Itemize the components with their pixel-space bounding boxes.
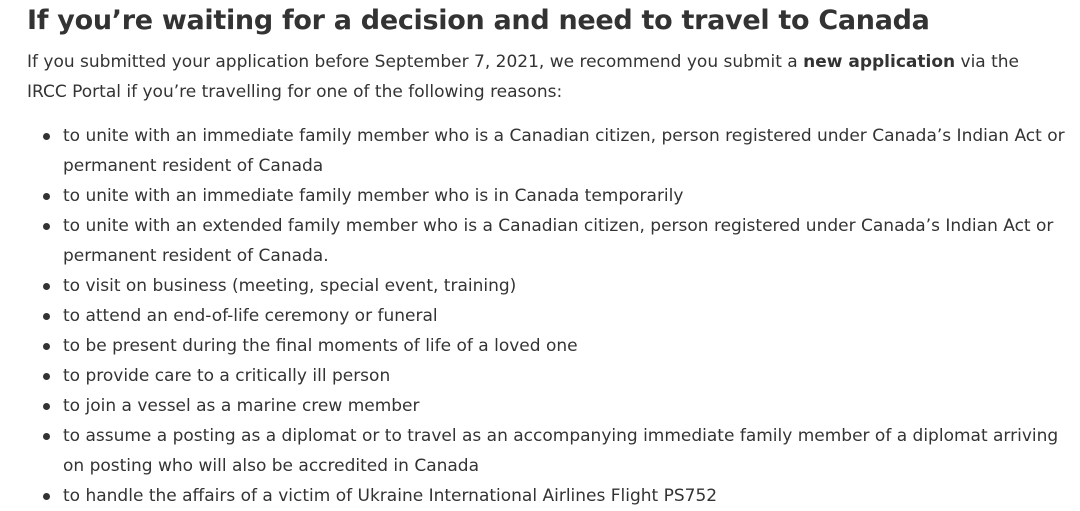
travel-reasons-list	[27, 121, 1072, 511]
bullet-icon	[43, 283, 50, 290]
list-item-text: to provide care to a critically ill person	[63, 366, 391, 386]
list-item	[27, 211, 1072, 271]
list-item-text: to assume a posting as a diplomat or to travel as an accompanying immediate family member of a diplomat arriving on posting who will also be accredited in Canada	[63, 426, 1059, 476]
list-item	[27, 421, 1072, 481]
list-item-text: to handle the affairs of a victim of Ukraine International Airlines Flight PS752	[63, 486, 718, 506]
list-item	[27, 121, 1072, 181]
bullet-icon	[43, 133, 50, 140]
list-item	[27, 271, 1072, 301]
intro-text-start: If you submitted your application before September 7, 2021, we recommend you submit a	[27, 52, 804, 72]
list-item	[27, 361, 1072, 391]
list-item-text: to join a vessel as a marine crew member	[63, 396, 420, 416]
bullet-icon	[43, 343, 50, 350]
list-item	[27, 331, 1072, 361]
section-heading: If you’re waiting for a decision and need to travel to Canada	[27, 5, 930, 36]
list-item	[27, 481, 1072, 511]
bullet-icon	[43, 403, 50, 410]
bullet-icon	[43, 493, 50, 500]
list-item	[27, 181, 1072, 211]
bullet-icon	[43, 193, 50, 200]
intro-text-end: via the IRCC Portal if you’re travelling for one of the following reasons:	[27, 52, 1020, 102]
list-item-text: to be present during the final moments of life of a loved one	[63, 336, 578, 356]
list-item	[27, 301, 1072, 331]
list-item	[27, 391, 1072, 421]
list-item-text: to unite with an immediate family member who is a Canadian citizen, person registered under Canada’s Indian Act or permanent resident of Canada	[63, 126, 1065, 176]
list-item-text: to attend an end-of-life ceremony or funeral	[63, 306, 438, 326]
intro-paragraph	[27, 47, 1057, 107]
bullet-icon	[43, 223, 50, 230]
list-item-text: to visit on business (meeting, special event, training)	[63, 276, 517, 296]
list-item-text: to unite with an extended family member who is a Canadian citizen, person registered under Canada’s Indian Act or permanent resident of Canada.	[63, 216, 1054, 266]
list-item-text: to unite with an immediate family member who is in Canada temporarily	[63, 186, 684, 206]
bullet-icon	[43, 373, 50, 380]
bullet-icon	[43, 313, 50, 320]
bullet-icon	[43, 433, 50, 440]
new-application-emphasis: new application	[803, 52, 956, 72]
